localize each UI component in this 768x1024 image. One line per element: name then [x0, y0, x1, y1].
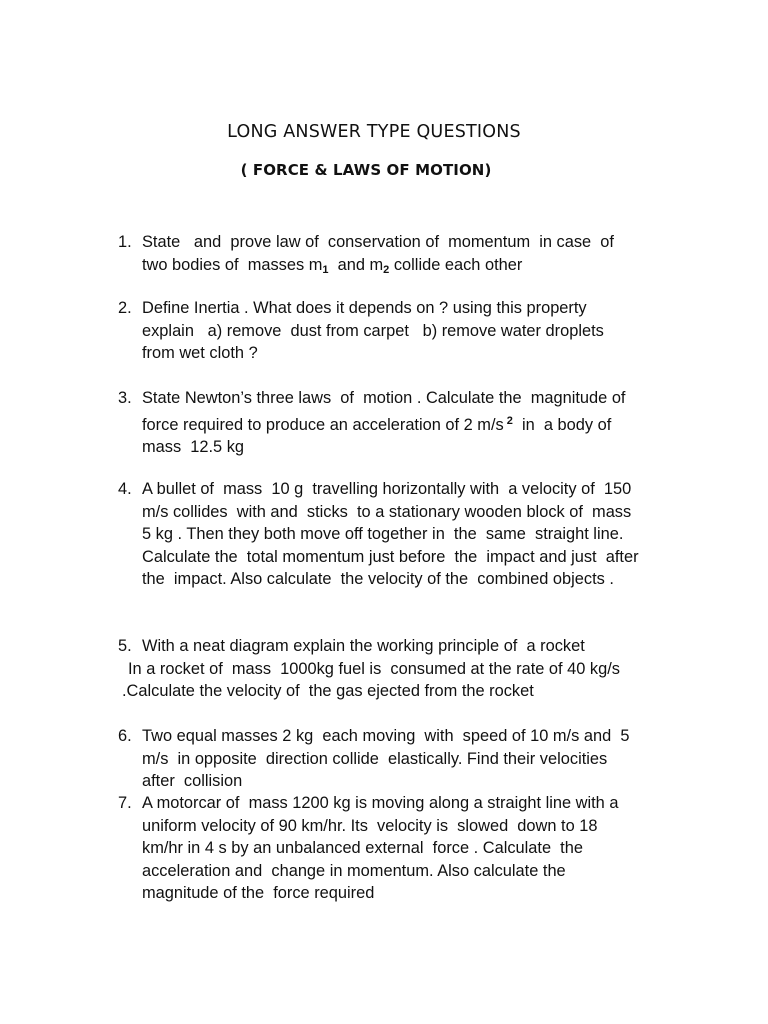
question-text: two bodies of masses m [142, 255, 323, 274]
question-number: 1. [118, 233, 132, 251]
subscript: 1 [322, 263, 329, 276]
question-text: force required to produce an acceleration of 2 m/s [142, 415, 504, 434]
page-title: LONG ANSWER TYPE QUESTIONS [227, 122, 521, 142]
page-subtitle: ( FORCE & LAWS OF MOTION) [240, 161, 492, 179]
question-line: explain a) remove dust from carpet b) remove water droplets [142, 321, 604, 340]
question-number: 4. [118, 480, 132, 498]
question-text: and m [328, 255, 384, 274]
question-line: after collision [142, 772, 243, 790]
question-line: the impact. Also calculate the velocity of the combined objects . [142, 570, 614, 588]
question-line: Calculate the total momentum just before the impact and just after [142, 547, 639, 566]
subscript: 2 [383, 263, 390, 276]
question-line: Two equal masses 2 kg each moving with speed of 10 m/s and 5 [142, 727, 630, 745]
question-line: A motorcar of mass 1200 kg is moving along a straight line with a [142, 794, 619, 812]
superscript: 2 [503, 414, 513, 427]
question-line: A bullet of mass 10 g travelling horizontally with a velocity of 150 [142, 480, 632, 498]
question-text: collide each other [389, 255, 523, 274]
question-7 [118, 792, 698, 905]
question-3 [118, 387, 698, 459]
question-line: 5 kg . Then they both move off together in the same straight line. [142, 525, 624, 543]
question-number: 6. [118, 727, 132, 745]
question-line: State and prove law of conservation of momentum in case of [142, 233, 614, 251]
question-5 [118, 635, 698, 703]
question-number: 3. [118, 389, 132, 407]
question-line: mass 12.5 kg [142, 438, 245, 456]
question-2 [118, 297, 698, 365]
question-line: .Calculate the velocity of the gas ejected from the rocket [122, 682, 534, 700]
question-6 [118, 725, 698, 793]
question-number: 5. [118, 637, 132, 655]
question-line: km/hr in 4 s by an unbalanced external force . Calculate the [142, 839, 583, 857]
question-line: State Newton’s three laws of motion . Calculate the magnitude of [142, 389, 626, 407]
question-line: from wet cloth ? [142, 344, 258, 362]
question-line: With a neat diagram explain the working principle of a rocket [142, 637, 585, 655]
question-line: acceleration and change in momentum. Also calculate the [142, 861, 566, 880]
question-number: 7. [118, 794, 132, 812]
question-line: Define Inertia . What does it depends on ? using this property [142, 299, 587, 317]
question-line: m/s collides with and sticks to a stationary wooden block of mass [142, 502, 632, 521]
question-line: magnitude of the force required [142, 884, 375, 902]
question-1 [118, 231, 698, 281]
question-line: In a rocket of mass 1000kg fuel is consumed at the rate of 40 kg/s [128, 659, 620, 678]
question-number: 2. [118, 299, 132, 317]
question-line [118, 254, 698, 282]
question-line: uniform velocity of 90 km/hr. Its velocity is slowed down to 18 [142, 816, 598, 835]
question-text: in a body of [512, 415, 612, 434]
question-line [118, 410, 698, 437]
question-line: m/s in opposite direction collide elastically. Find their velocities [142, 749, 608, 768]
question-4 [118, 478, 698, 591]
